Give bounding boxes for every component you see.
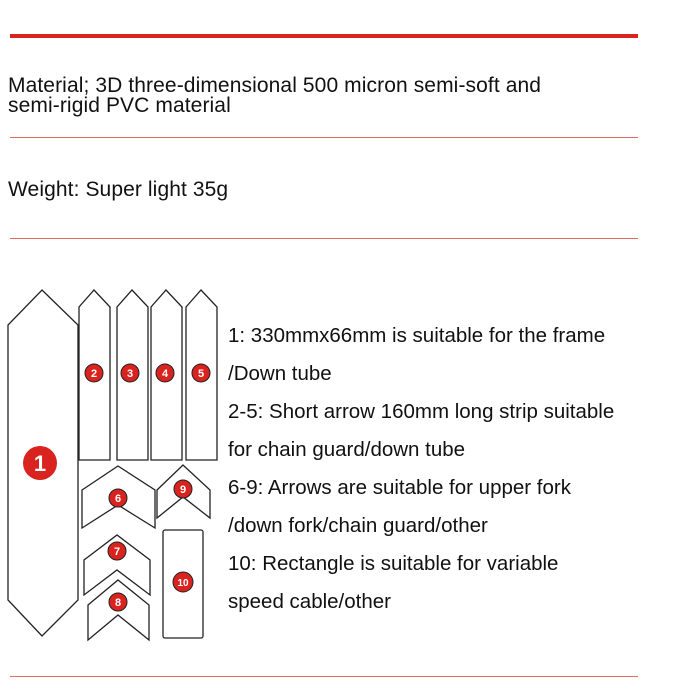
label-6: 6 [114,493,122,505]
sticker-sheet-diagram [0,280,225,660]
desc-line-4: for chain guard/down tube [228,438,466,461]
desc-line-5: 6-9: Arrows are suitable for upper fork [228,476,571,499]
label-1: 1 [33,451,47,476]
material-line-1: Material; 3D three-dimensional 500 micron semi-soft and [8,74,542,97]
divider-1 [10,137,638,138]
label-3: 3 [126,368,134,380]
desc-line-6: /down fork/chain guard/other [228,514,488,537]
label-8: 8 [114,597,122,609]
top-rule [10,34,638,38]
desc-line-3: 2-5: Short arrow 160mm long strip suitable [228,400,615,423]
material-line-2: semi-rigid PVC material [8,94,231,117]
label-5: 5 [197,368,205,380]
desc-line-7: 10: Rectangle is suitable for variable [228,552,559,575]
bottom-rule [10,676,638,677]
label-2: 2 [90,368,98,380]
weight-line: Weight: Super light 35g [8,178,229,201]
label-4: 4 [161,368,169,380]
desc-line-2: /Down tube [228,362,332,385]
label-9: 9 [179,484,187,496]
label-10: 10 [177,578,189,589]
label-7: 7 [113,546,121,558]
divider-2 [10,238,638,239]
desc-line-1: 1: 330mmx66mm is suitable for the frame [228,324,606,347]
desc-line-8: speed cable/other [228,590,391,613]
